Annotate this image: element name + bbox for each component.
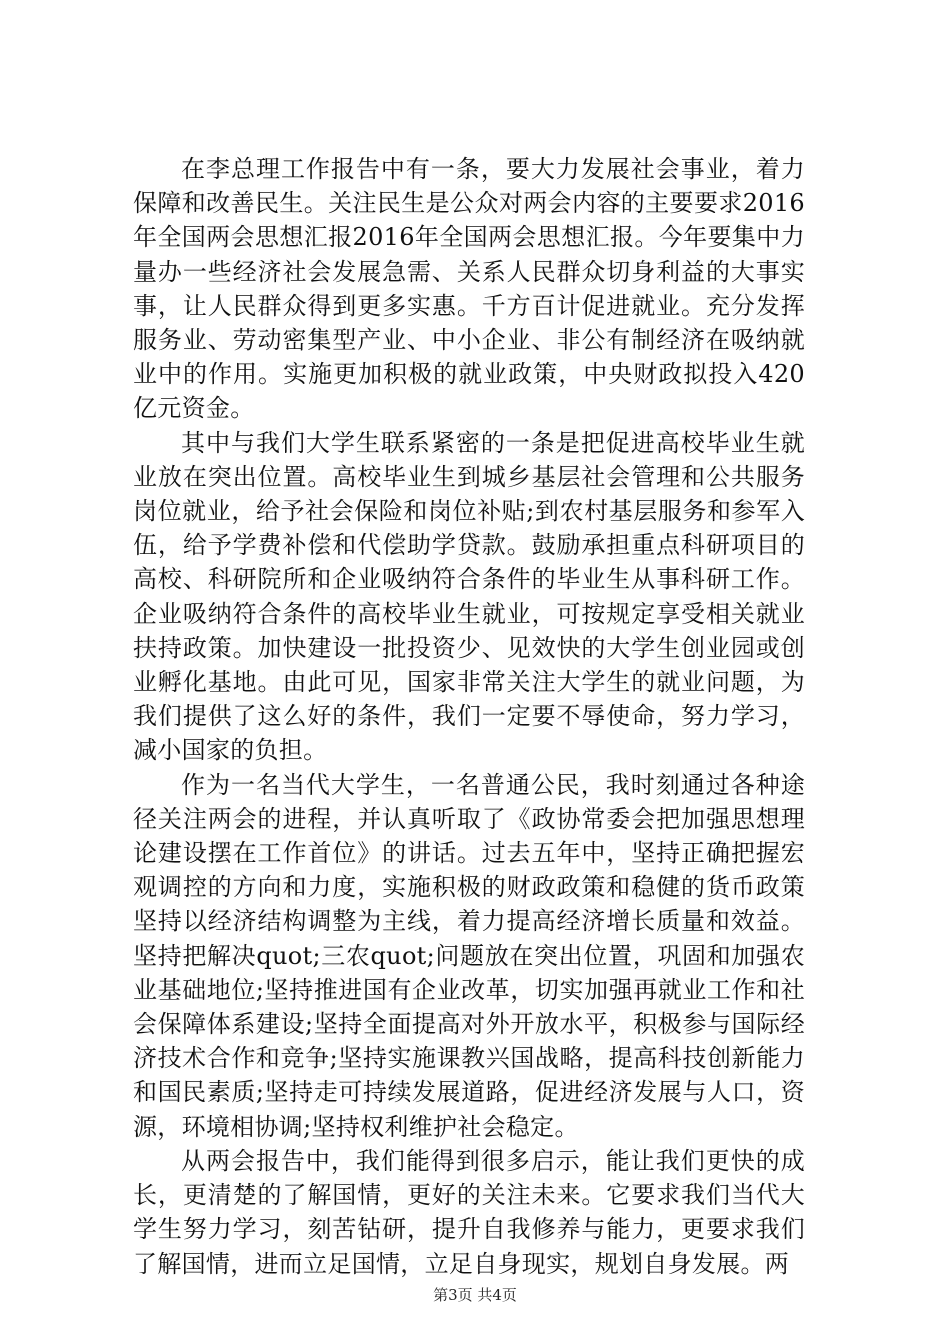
paragraph-3: 作为一名当代大学生，一名普通公民，我时刻通过各种途径关注两会的进程，并认真听取了《政协常委会把加强思想理论建设摆在工作首位》的讲话。过去五年中，坚持正确把握宏观调控的方向和力度，实施积极的财政政策和稳健的货币政策坚持以经济结构调整为主线，着力提高经济增长质量和效益。坚持把解决quot;三农quot;问题放在突出位置，巩固和加强农业基础地位;坚持推进国有企业改革，切实加强再就业工作和社会保障体系建设;坚持全面提高对外开放水平，积极参与国际经济技术合作和竞争;坚持实施课教兴国战略，提高科技创新能力和国民素质;坚持走可持续发展道路，促进经济发展与人口，资源，环境相协调;坚持权利维护社会稳定。: [133, 770, 805, 1141]
paragraph-1: 在李总理工作报告中有一条，要大力发展社会事业，着力保障和改善民生。关注民生是公众对两会内容的主要要求2016年全国两会思想汇报2016年全国两会思想汇报。今年要集中力量办一些经济社会发展急需、关系人民群众切身利益的大事实事，让人民群众得到更多实惠。千方百计促进就业。充分发挥服务业、劳动密集型产业、中小企业、非公有制经济在吸纳就业中的作用。实施更加积极的就业政策，中央财政拟投入420亿元资金。: [133, 155, 805, 423]
paragraph-2: 其中与我们大学生联系紧密的一条是把促进高校毕业生就业放在突出位置。高校毕业生到城乡基层社会管理和公共服务岗位就业，给予社会保险和岗位补贴;到农村基层服务和参军入伍，给予学费补偿和代偿助学贷款。鼓励承担重点科研项目的高校、科研院所和企业吸纳符合条件的毕业生从事科研工作。企业吸纳符合条件的高校毕业生就业，可按规定享受相关就业扶持政策。加快建设一批投资少、见效快的大学生创业园或创业孵化基地。由此可见，国家非常关注大学生的就业问题，为我们提供了这么好的条件，我们一定要不辱使命，努力学习，减小国家的负担。: [133, 428, 805, 765]
page-footer: 第3页 共4页: [433, 1286, 517, 1304]
paragraph-4: 从两会报告中，我们能得到很多启示，能让我们更快的成长，更清楚的了解国情，更好的关注未来。它要求我们当代大学生努力学习，刻苦钻研，提升自我修养与能力，更要求我们了解国情，进而立足国情，立足自身现实，规划自身发展。两: [133, 1146, 805, 1278]
document-body: [133, 152, 805, 1281]
